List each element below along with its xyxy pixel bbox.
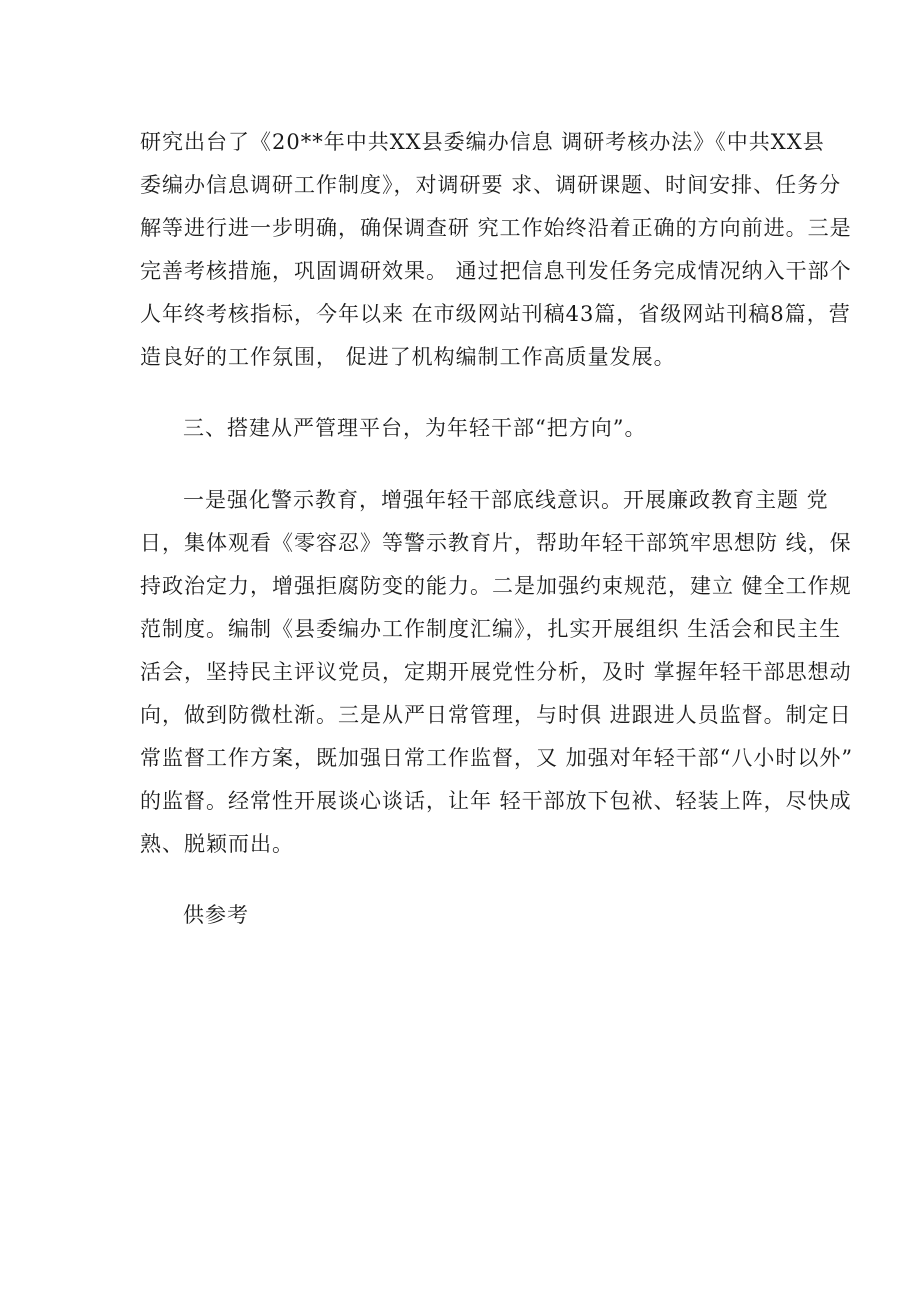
section-heading: 三、搭建从严管理平台，为年轻干部“把方向”。 <box>183 416 647 440</box>
text-line: 人年终考核指标，今年以来 在市级网站刊稿43篇，省级网站刊稿8篇，营 <box>140 302 851 326</box>
closing-text: 供参考 <box>183 903 249 927</box>
text-line: 委编办信息调研工作制度》，对调研要 求、调研课题、时间安排、任务分 <box>140 173 842 197</box>
text-line: 解等进行进一步明确，确保调查研 究工作始终沿着正确的方向前进。三是 <box>140 216 852 240</box>
text-line: 活会，坚持民主评议党员，定期开展党性分析，及时 掌握年轻干部思想动 <box>140 660 852 684</box>
text-line: 日，集体观看《零容忍》等警示教育片，帮助年轻干部筑牢思想防 线，保 <box>140 531 852 555</box>
text-line: 熟、脱颖而出。 <box>140 832 294 856</box>
text-line: 范制度。编制《县委编办工作制度汇编》，扎实开展组织 生活会和民主生 <box>140 617 842 641</box>
text-line: 完善考核措施，巩固调研效果。 通过把信息刊发任务完成情况纳入干部个 <box>140 259 852 283</box>
text-line: 持政治定力，增强拒腐防变的能力。二是加强约束规范，建立 健全工作规 <box>140 574 852 598</box>
text-line: 常监督工作方案，既加强日常工作监督，又 加强对年轻干部“八小时以外” <box>140 746 854 770</box>
text-line: 造良好的工作氛围， 促进了机构编制工作高质量发展。 <box>140 345 676 369</box>
text-line: 向，做到防微杜渐。三是从严日常管理，与时俱 进跟进人员监督。制定日 <box>140 703 852 727</box>
text-line: 研究出台了《20**年中共XX县委编办信息 调研考核办法》《中共XX县 <box>140 130 825 154</box>
text-line: 一是强化警示教育，增强年轻干部底线意识。开展廉政教育主题 党 <box>183 488 829 512</box>
text-line: 的监督。经常性开展谈心谈话，让年 轻干部放下包袱、轻装上阵，尽快成 <box>140 789 852 813</box>
